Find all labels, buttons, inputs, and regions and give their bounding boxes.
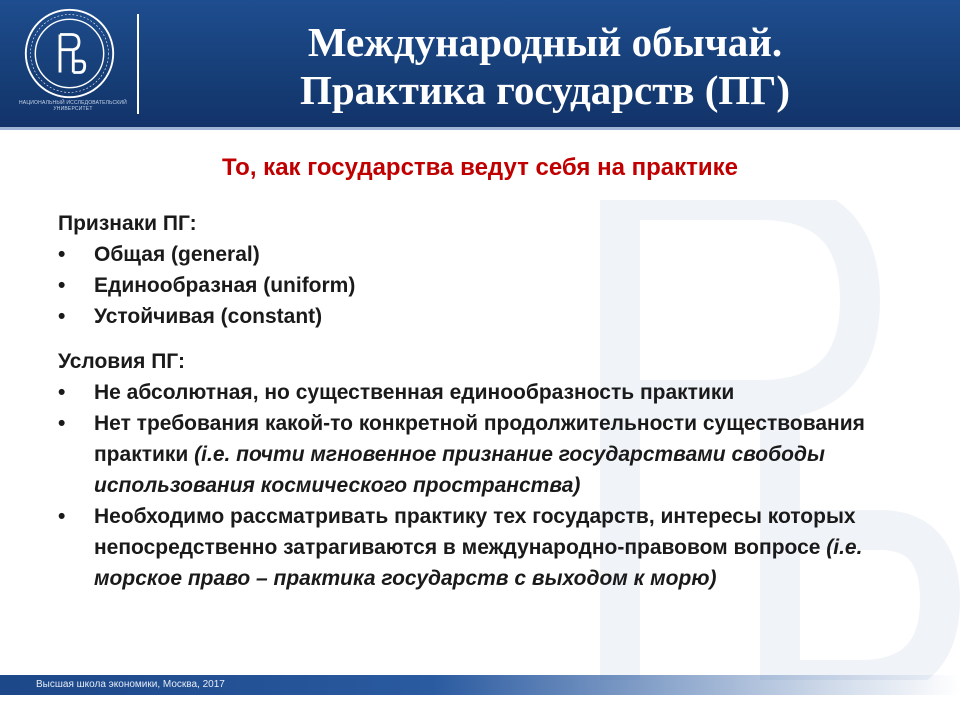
bullet: • [58,412,66,435]
slide-footer [0,675,960,695]
list-item [58,239,938,270]
bullet: • [58,243,66,266]
features-heading: Признаки ПГ: [58,212,197,235]
page-title [150,18,940,114]
list-item [58,408,938,501]
title-line-2: Практика государств (ПГ) [299,67,791,113]
slide-header [0,0,960,127]
list-item [58,301,938,332]
condition-text: Не абсолютная, но существенная единообразность практики [94,381,735,404]
footer-text: Высшая школа экономики, Москва, 2017 [36,679,225,690]
conditions-heading: Условия ПГ: [58,350,185,373]
feature-text: Общая (general) [94,243,260,266]
list-item [58,270,938,301]
conditions-list [58,377,938,594]
header-divider [137,14,139,114]
condition-text: Нет требования какой-то конкретной продолжительности существования практики [94,412,865,466]
condition-example: (i.e. почти мгновенное признание государствами свободы использования космического пространства) [94,443,825,497]
list-item [58,501,938,594]
title-line-1: Международный обычай. [307,19,783,65]
feature-text: Устойчивая (constant) [94,305,323,328]
condition-text: Необходимо рассматривать практику тех государств, интересы которых непосредственно затрагиваются в международно-правовом вопросе [94,505,856,559]
slide-content [58,208,938,594]
logo-caption: НАЦИОНАЛЬНЫЙ ИССЛЕДОВАТЕЛЬСКИЙ УНИВЕРСИТЕТ [19,100,127,112]
features-list [58,239,938,332]
list-item [58,377,938,408]
hse-logo-icon [22,6,117,101]
feature-text: Единообразная (uniform) [94,274,356,297]
bullet: • [58,274,66,297]
slide-subtitle: То, как государства ведут себя на практике [222,154,738,181]
bullet: • [58,505,66,528]
header-underline [0,127,960,130]
bullet: • [58,381,66,404]
bullet: • [58,305,66,328]
condition-example: (i.e. морское право – практика государств с выходом к морю) [94,536,863,590]
